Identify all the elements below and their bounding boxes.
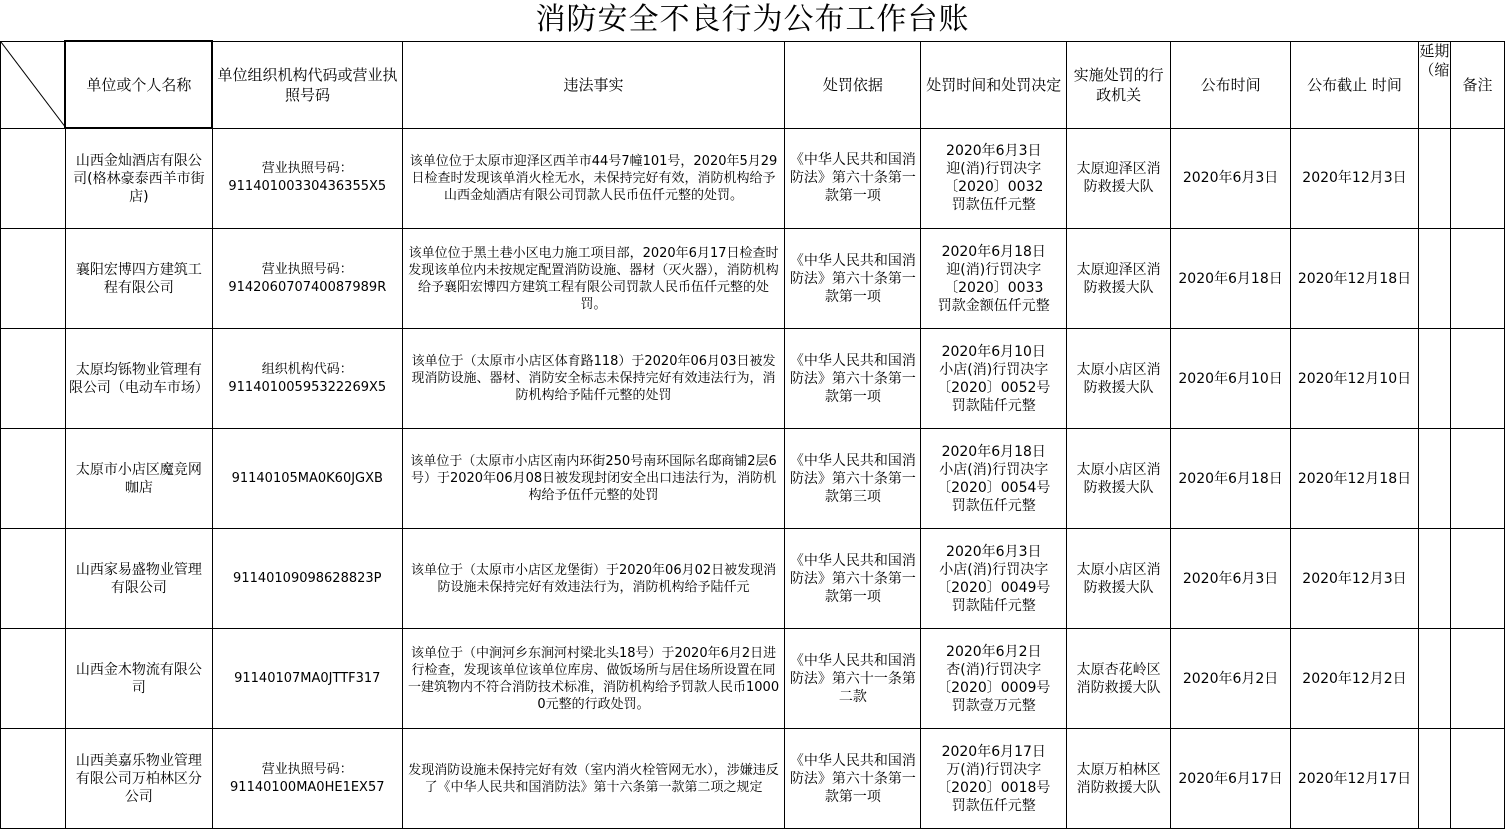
row-index-cell[interactable] (1, 229, 66, 329)
table-row (1, 729, 1505, 829)
row-index-cell[interactable] (1, 128, 66, 229)
publish-end-cell[interactable]: 2020年12月2日 (1291, 629, 1419, 729)
code-cell[interactable] (212, 229, 402, 329)
decision-penalty: 罚款金额伍仟元整 (937, 297, 1050, 314)
agency-cell[interactable]: 太原迎泽区消防救援大队 (1067, 128, 1171, 229)
header-decision[interactable]: 处罚时间和处罚决定 (921, 41, 1067, 128)
row-index-cell[interactable] (1, 329, 66, 429)
decision-penalty: 罚款伍仟元整 (951, 197, 1036, 214)
code-cell[interactable] (212, 128, 402, 229)
code-cell[interactable] (212, 429, 402, 529)
unit-name-cell[interactable]: 山西家易盛物业管理有限公司 (65, 529, 212, 629)
decision-date: 2020年6月3日 (946, 143, 1042, 160)
code-value: 91140107MA0JTTF317 (234, 670, 381, 686)
remark-cell[interactable] (1450, 128, 1504, 229)
decision-cell[interactable] (921, 629, 1067, 729)
code-cell[interactable] (212, 529, 402, 629)
unit-name-cell[interactable]: 山西美嘉乐物业管理有限公司万柏林区分公司 (65, 729, 212, 829)
basis-cell[interactable]: 《中华人民共和国消防法》第六十一条第二款 (785, 629, 921, 729)
header-remark[interactable]: 备注 (1450, 41, 1504, 128)
row-index-cell[interactable] (1, 629, 66, 729)
decision-date: 2020年6月10日 (941, 343, 1046, 360)
basis-cell[interactable]: 《中华人民共和国消防法》第六十条第一款第一项 (785, 729, 921, 829)
publish-date-cell[interactable]: 2020年6月10日 (1171, 329, 1291, 429)
basis-cell[interactable]: 《中华人民共和国消防法》第六十条第一款第一项 (785, 329, 921, 429)
decision-cell[interactable] (921, 529, 1067, 629)
code-value: 91420607074008798​9R (228, 279, 387, 295)
agency-cell[interactable]: 太原万柏林区消防救援大队 (1067, 729, 1171, 829)
decision-number: 〔2020〕0054号 (937, 479, 1051, 496)
fact-cell[interactable]: 该单位于（中涧河乡东涧河村梁北头18号）于2020年6月2日进行检查，发现该单位该单位库房、做饭场所与居住场所设置在同一建筑物内不符合消防技术标准，消防机构给予罚款人民币10000元整的行政处罚。 (402, 629, 785, 729)
fact-cell[interactable]: 该单位位于黑土巷小区电力施工项目部，2020年6月17日检查时发现该单位内未按规定配置消防设施、器材（灭火器），消防机构给予襄阳宏博四方建筑工程有限公司罚款人民币伍仟元整的处罚。 (402, 229, 785, 329)
header-publish-end[interactable]: 公布截止 时间 (1291, 41, 1419, 128)
publish-date-cell[interactable]: 2020年6月3日 (1171, 128, 1291, 229)
header-code[interactable]: 单位组织机构代码或营业执照号码 (212, 41, 402, 128)
decision-doc: 迎(消)行罚决字 (946, 261, 1042, 278)
header-publish-date[interactable]: 公布时间 (1171, 41, 1291, 128)
publish-end-cell[interactable]: 2020年12月3日 (1291, 128, 1419, 229)
remark-cell[interactable] (1450, 629, 1504, 729)
remark-cell[interactable] (1450, 529, 1504, 629)
diagonal-line (1, 42, 65, 128)
publish-end-cell[interactable]: 2020年12月18日 (1291, 429, 1419, 529)
unit-name-cell[interactable]: 山西金灿酒店有限公司(格林豪泰西羊市街店) (65, 128, 212, 229)
decision-cell[interactable] (921, 729, 1067, 829)
decision-cell[interactable] (921, 329, 1067, 429)
decision-penalty: 罚款伍仟元整 (951, 497, 1036, 514)
ledger-table (0, 40, 1505, 829)
code-cell[interactable] (212, 329, 402, 429)
unit-name-cell[interactable]: 太原市小店区魔竞网咖店 (65, 429, 212, 529)
fact-cell[interactable]: 发现消防设施未保持完好有效（室内消火栓管网无水），涉嫌违反了《中华人民共和国消防法》第十六条第一款第二项之规定 (402, 729, 785, 829)
agency-cell[interactable]: 太原杏花岭区消防救援大队 (1067, 629, 1171, 729)
code-label: 营业执照号码： (261, 161, 353, 177)
decision-number: 〔2020〕0049号 (937, 579, 1051, 596)
agency-cell[interactable]: 太原小店区消防救援大队 (1067, 529, 1171, 629)
decision-doc: 小店(消)行罚决字 (939, 361, 1049, 378)
code-value: 91140100330436355X5 (228, 179, 387, 195)
decision-number: 〔2020〕0033 (944, 279, 1044, 296)
fact-cell[interactable]: 该单位位于太原市迎泽区西羊市44号7幢101号，2020年5月29日检查时发现该单消火栓无水，未保持完好有效，消防机构给予山西金灿酒店有限公司罚款人民币伍仟元整的处罚。 (402, 128, 785, 229)
publish-date-cell[interactable]: 2020年6月17日 (1171, 729, 1291, 829)
decision-cell[interactable] (921, 128, 1067, 229)
extend-cell[interactable] (1418, 229, 1450, 329)
publish-end-cell[interactable]: 2020年12月10日 (1291, 329, 1419, 429)
extend-cell[interactable] (1418, 729, 1450, 829)
page-title: 消防安全不良行为公布工作台账 (535, 2, 970, 37)
publish-date-cell[interactable]: 2020年6月2日 (1171, 629, 1291, 729)
code-label: 组织机构代码： (261, 361, 353, 377)
decision-penalty: 罚款陆仟元整 (951, 397, 1036, 414)
decision-number: 〔2020〕0052号 (937, 379, 1051, 396)
basis-cell[interactable]: 《中华人民共和国消防法》第六十条第一款第一项 (785, 128, 921, 229)
decision-doc: 小店(消)行罚决字 (939, 561, 1049, 578)
decision-number: 〔2020〕0018号 (937, 779, 1051, 796)
header-fact[interactable]: 违法事实 (402, 41, 785, 128)
header-name[interactable]: 单位或个人名称 (65, 41, 212, 128)
corner-cell (1, 41, 66, 128)
decision-number: 〔2020〕0032 (944, 179, 1044, 196)
unit-name-cell[interactable]: 襄阳宏博四方建筑工程有限公司 (65, 229, 212, 329)
extend-cell[interactable] (1418, 429, 1450, 529)
decision-doc: 杏(消)行罚决字 (946, 661, 1042, 678)
agency-cell[interactable]: 太原迎泽区消防救援大队 (1067, 229, 1171, 329)
table-row (1, 229, 1505, 329)
remark-cell[interactable] (1450, 229, 1504, 329)
publish-end-cell[interactable]: 2020年12月17日 (1291, 729, 1419, 829)
agency-cell[interactable]: 太原小店区消防救援大队 (1067, 329, 1171, 429)
basis-cell[interactable]: 《中华人民共和国消防法》第六十条第一款第一项 (785, 529, 921, 629)
agency-cell[interactable]: 太原小店区消防救援大队 (1067, 429, 1171, 529)
header-agency[interactable]: 实施处罚的行政机关 (1067, 41, 1171, 128)
decision-date: 2020年6月17日 (941, 743, 1046, 760)
row-index-cell[interactable] (1, 429, 66, 529)
row-index-cell[interactable] (1, 529, 66, 629)
code-cell[interactable] (212, 729, 402, 829)
table-row (1, 128, 1505, 229)
publish-date-cell[interactable]: 2020年6月18日 (1171, 229, 1291, 329)
decision-number: 〔2020〕0009号 (937, 679, 1051, 696)
basis-cell[interactable]: 《中华人民共和国消防法》第六十条第一款第三项 (785, 429, 921, 529)
fact-cell[interactable]: 该单位于（太原市小店区龙堡街）于2020年06月02日被发现消防设施未保持完好有效违法行为，消防机构给予陆仟元 (402, 529, 785, 629)
publish-date-cell[interactable]: 2020年6月3日 (1171, 529, 1291, 629)
decision-date: 2020年6月18日 (941, 443, 1046, 460)
extend-cell[interactable] (1418, 529, 1450, 629)
code-label: 营业执照号码： (261, 761, 353, 777)
row-index-cell[interactable] (1, 729, 66, 829)
remark-cell[interactable] (1450, 729, 1504, 829)
decision-doc: 迎(消)行罚决字 (946, 161, 1042, 178)
table-row (1, 529, 1505, 629)
header-extend[interactable]: 延期（缩 (1418, 41, 1450, 128)
extend-cell[interactable] (1418, 128, 1450, 229)
decision-penalty: 罚款伍仟元整 (951, 797, 1036, 814)
decision-cell[interactable] (921, 429, 1067, 529)
basis-cell[interactable]: 《中华人民共和国消防法》第六十条第一款第一项 (785, 229, 921, 329)
code-cell[interactable] (212, 629, 402, 729)
code-label: 营业执照号码： (261, 261, 353, 277)
decision-penalty: 罚款陆仟元整 (951, 597, 1036, 614)
decision-date: 2020年6月2日 (946, 643, 1042, 660)
decision-date: 2020年6月18日 (941, 243, 1046, 260)
code-value: 91140100595322269X5 (228, 379, 387, 395)
extend-cell[interactable] (1418, 629, 1450, 729)
publish-date-cell[interactable]: 2020年6月18日 (1171, 429, 1291, 529)
publish-end-cell[interactable]: 2020年12月3日 (1291, 529, 1419, 629)
fact-cell[interactable]: 该单位于（太原市小店区体育路118）于2020年06月03日被发现消防设施、器材、消防安全标志未保持完好有效违法行为，消防机构给予陆仟元整的处罚 (402, 329, 785, 429)
remark-cell[interactable] (1450, 429, 1504, 529)
table-row (1, 429, 1505, 529)
decision-cell[interactable] (921, 229, 1067, 329)
header-basis[interactable]: 处罚依据 (785, 41, 921, 128)
code-value: 91140109098628823P (233, 570, 382, 586)
decision-doc: 小店(消)行罚决字 (939, 461, 1049, 478)
fact-cell[interactable]: 该单位于（太原市小店区南内环街250号南环国际名邸商铺2层6号）于2020年06月08日被发现封闭安全出口违法行为，消防机构给予伍仟元整的处罚 (402, 429, 785, 529)
publish-end-cell[interactable]: 2020年12月18日 (1291, 229, 1419, 329)
code-value: 91140105MA0K60JGXB (231, 470, 383, 486)
header-row (1, 41, 1505, 128)
unit-name-cell[interactable]: 太原均铄物业管理有限公司（电动车市场） (65, 329, 212, 429)
unit-name-cell[interactable]: 山西金木物流有限公司 (65, 629, 212, 729)
decision-doc: 万(消)行罚决字 (946, 761, 1042, 778)
code-value: 91140100MA0HE1EX57 (230, 779, 385, 795)
decision-date: 2020年6月3日 (946, 543, 1042, 560)
table-row (1, 329, 1505, 429)
table-row (1, 629, 1505, 729)
extend-cell[interactable] (1418, 329, 1450, 429)
decision-penalty: 罚款壹万元整 (951, 697, 1036, 714)
remark-cell[interactable] (1450, 329, 1504, 429)
